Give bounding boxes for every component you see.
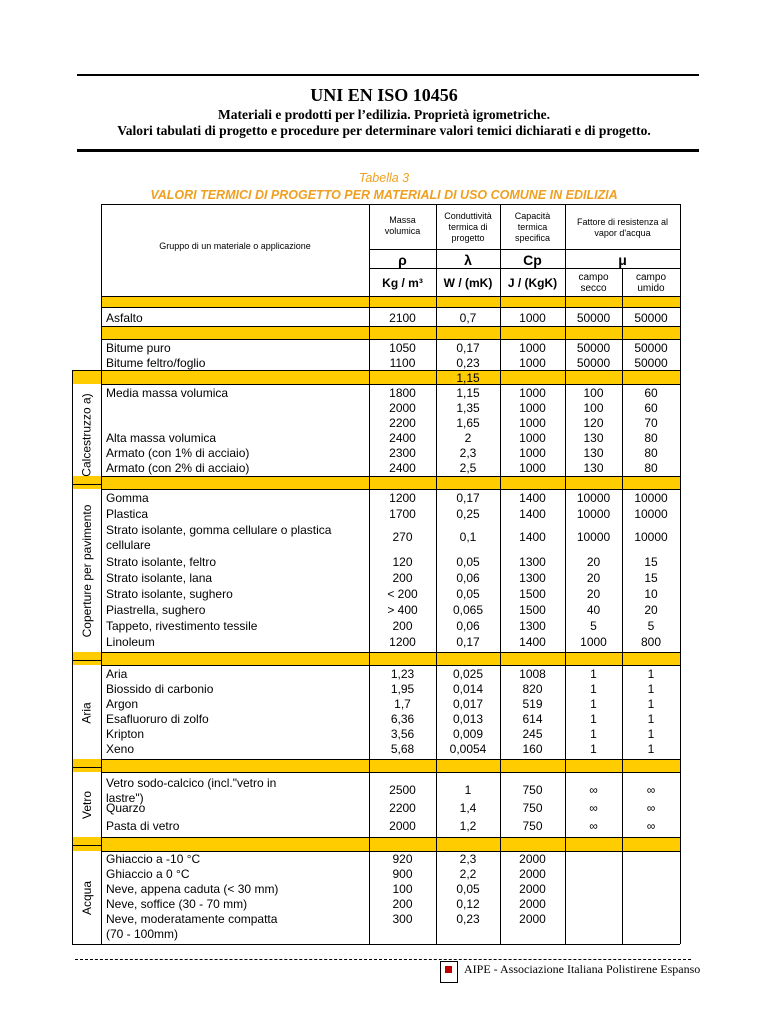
material-name: Strato isolante, sughero: [106, 587, 233, 601]
material-name: Kripton: [106, 727, 145, 741]
value-capacity: 1000: [519, 446, 546, 460]
table-bottom-border: [72, 944, 680, 945]
value-capacity: 160: [522, 742, 543, 756]
value-capacity: 1000: [519, 416, 546, 430]
value-mu-dry: 130: [583, 446, 604, 460]
document-subtitle-2: Valori tabulati di progetto e procedure per determinare valori temici dichiarati e di progetto.: [117, 123, 651, 139]
value-mu-dry: 100: [583, 386, 604, 400]
sym-density: ρ: [398, 252, 407, 268]
separator-band: [101, 326, 680, 339]
value-density: 2000: [389, 401, 416, 415]
value-conductivity: 0,0054: [449, 742, 487, 756]
value-capacity: 1000: [519, 311, 546, 325]
header-divider: [369, 268, 680, 269]
value-mu-dry: 40: [586, 603, 601, 617]
column-divider: [680, 204, 681, 944]
material-name: Armato (con 1% di acciaio): [106, 446, 250, 460]
material-name: Armato (con 2% di acciaio): [106, 461, 250, 475]
material-name: Strato isolante, lana: [106, 571, 213, 585]
group-label: Calcestruzzo a): [79, 392, 94, 477]
value-mu-wet: 1: [647, 682, 655, 696]
value-mu-wet: 10: [644, 587, 658, 601]
group-divider: [72, 845, 101, 846]
value-mu-wet: 80: [644, 461, 658, 475]
band-border: [101, 384, 680, 385]
value-mu-dry: 1000: [580, 635, 607, 649]
col-header-resistance: Fattore di resistenza al vapor d'acqua: [576, 217, 669, 238]
group-top-border: [72, 370, 101, 371]
material-name: Strato isolante, gomma cellulare o plastica: [106, 523, 332, 537]
material-name: Media massa volumica: [106, 386, 229, 400]
value-conductivity: 0,009: [452, 727, 484, 741]
value-capacity: 2000: [519, 852, 546, 866]
value-density: 2400: [389, 461, 416, 475]
material-name: Esafluoruro di zolfo: [106, 712, 209, 726]
value-conductivity: 0,017: [452, 697, 484, 711]
value-conductivity: 2,3: [459, 852, 477, 866]
value-conductivity: 0,17: [456, 491, 480, 505]
value-conductivity: 0,1: [459, 530, 477, 544]
value-mu-wet: 50000: [634, 356, 668, 370]
material-name: Strato isolante, feltro: [106, 555, 217, 569]
value-mu-dry: 5: [590, 619, 597, 633]
column-divider: [101, 204, 102, 944]
separator-band: [101, 837, 680, 851]
value-conductivity: 2: [464, 431, 472, 445]
value-mu-wet: ∞: [646, 801, 656, 815]
value-conductivity: 0,05: [456, 882, 480, 896]
value-mu-dry: 120: [583, 416, 604, 430]
value-conductivity: 0,17: [456, 341, 480, 355]
value-mu-dry: 10000: [576, 530, 611, 544]
value-mu-wet: 50000: [634, 341, 668, 355]
document-title: UNI EN ISO 10456: [310, 85, 458, 105]
band-border: [101, 652, 680, 653]
material-name: cellulare: [106, 538, 151, 552]
material-name: Ghiaccio a 0 °C: [106, 867, 190, 881]
value-conductivity: 0,065: [452, 603, 484, 617]
value-density: 1800: [389, 386, 416, 400]
value-mu-wet: 80: [644, 431, 658, 445]
band-border: [101, 665, 680, 666]
material-name: Bitume feltro/foglio: [106, 356, 206, 370]
table-top-border: [101, 204, 680, 205]
col-header-conductivity: Conduttività termica di progetto: [444, 211, 492, 243]
separator-band: [72, 837, 101, 851]
band-border: [101, 296, 680, 297]
separator-band: [72, 370, 101, 384]
band-border: [101, 476, 680, 477]
value-capacity: 750: [522, 783, 543, 797]
material-name: Neve, soffice (30 - 70 mm): [106, 897, 248, 911]
material-name: Tappeto, rivestimento tessile: [106, 619, 258, 633]
value-mu-dry: 130: [583, 431, 604, 445]
value-mu-wet: 20: [644, 603, 658, 617]
group-label: Coperture per pavimento: [79, 504, 94, 638]
value-density: 1,95: [390, 682, 415, 696]
separator-band: [72, 759, 101, 772]
value-density: 1,7: [394, 697, 411, 711]
material-name: Aria: [106, 667, 128, 681]
value-conductivity: 0,05: [456, 587, 480, 601]
value-capacity: 820: [522, 682, 543, 696]
value-capacity: 1000: [519, 461, 546, 475]
value-capacity: 2000: [519, 882, 546, 896]
value-density: 200: [392, 619, 413, 633]
value-mu-dry: 1: [590, 697, 597, 711]
value-mu-dry: 20: [586, 571, 601, 585]
value-conductivity: 0,05: [456, 555, 480, 569]
col-header-group: Gruppo di un materiale o applicazione: [159, 241, 311, 251]
value-capacity: 614: [522, 712, 543, 726]
value-density: 2500: [389, 783, 416, 797]
group-label: Aria: [79, 701, 94, 724]
value-density: 3,56: [390, 727, 415, 741]
table-number: Tabella 3: [358, 171, 410, 185]
value-conductivity: 1,15: [456, 386, 480, 400]
material-name: Piastrella, sughero: [106, 603, 206, 617]
value-mu-dry: ∞: [589, 801, 598, 815]
value-mu-wet: ∞: [646, 783, 656, 797]
value-mu-dry: 10000: [576, 491, 611, 505]
unit-density: Kg / m³: [382, 276, 423, 290]
group-divider: [72, 767, 101, 768]
group-label: Acqua: [79, 880, 94, 916]
value-mu-wet: 10000: [634, 507, 668, 521]
value-conductivity: 0,7: [459, 311, 477, 325]
value-density: 2100: [389, 311, 416, 325]
value-density: 2400: [389, 431, 416, 445]
value-conductivity: 1,65: [456, 416, 480, 430]
band-border: [101, 326, 680, 327]
value-conductivity: 0,013: [452, 712, 484, 726]
value-mu-wet: 5: [647, 619, 655, 633]
material-name: Ghiaccio a -10 °C: [106, 852, 201, 866]
value-density: 1,23: [390, 667, 415, 681]
value-conductivity: 0,06: [456, 619, 480, 633]
value-capacity: 1400: [519, 635, 546, 649]
value-capacity: 1300: [519, 619, 546, 633]
value-mu-dry: 50000: [576, 341, 611, 355]
value-mu-wet: ∞: [646, 819, 656, 833]
separator-band: [101, 759, 680, 772]
separator-band: [72, 652, 101, 665]
value-density: 1100: [389, 356, 416, 370]
value-mu-wet: 10000: [634, 530, 668, 544]
value-conductivity: 0,12: [456, 897, 480, 911]
value-mu-wet: 800: [640, 635, 662, 649]
material-name: Pasta di vetro: [106, 819, 180, 833]
value-mu-wet: 50000: [634, 311, 668, 325]
value-conductivity: 2,3: [459, 446, 477, 460]
material-name: Bitume puro: [106, 341, 171, 355]
material-name: lastre"): [106, 791, 144, 805]
value-mu-dry: ∞: [589, 783, 598, 797]
material-name: Neve, moderatamente compatta: [106, 912, 278, 926]
table-title: VALORI TERMICI DI PROGETTO PER MATERIALI DI USO COMUNE IN EDILIZIA: [150, 188, 618, 202]
unit-wet: campo umido: [635, 272, 666, 294]
separator-band: [101, 652, 680, 665]
material-name: Xeno: [106, 742, 135, 756]
value-mu-dry: 20: [586, 587, 601, 601]
sym-resistance: μ: [618, 252, 627, 268]
value-density: 920: [392, 852, 413, 866]
value-capacity: 1500: [519, 587, 546, 601]
value-density: 270: [392, 530, 413, 544]
value-density: < 200: [387, 587, 418, 601]
value-mu-dry: 1: [590, 712, 597, 726]
value-capacity: 1000: [519, 386, 546, 400]
value-density: 200: [392, 897, 413, 911]
value-mu-dry: 1: [590, 682, 597, 696]
sym-capacity: Cp: [523, 252, 542, 268]
value-mu-wet: 1: [647, 712, 655, 726]
value-mu-wet: 1: [647, 697, 655, 711]
value-conductivity: 1,2: [459, 819, 477, 833]
value-capacity: 1500: [519, 603, 546, 617]
value-density: 2200: [389, 416, 416, 430]
value-mu-wet: 1: [647, 742, 655, 756]
sym-conductivity: λ: [464, 252, 472, 268]
header-divider: [369, 249, 680, 250]
value-conductivity: 0,014: [452, 682, 484, 696]
value-mu-dry: 1: [590, 727, 597, 741]
value-conductivity: 0,17: [456, 635, 480, 649]
value-capacity: 1300: [519, 555, 546, 569]
value-mu-dry: 20: [586, 555, 601, 569]
material-name: Asfalto: [106, 311, 143, 325]
band-border: [101, 339, 680, 340]
value-conductivity: 2,2: [459, 867, 477, 881]
value-capacity: 1400: [519, 491, 546, 505]
unit-dry: campo secco: [578, 272, 609, 294]
value-conductivity: 0,23: [456, 356, 480, 370]
separator-band: [101, 370, 680, 384]
value-density: 200: [392, 571, 413, 585]
value-conductivity: 0,06: [456, 571, 480, 585]
value-mu-wet: 70: [644, 416, 658, 430]
col-header-density: Massa volumica: [384, 215, 421, 236]
material-name: Linoleum: [106, 635, 155, 649]
value-capacity: 2000: [519, 897, 546, 911]
unit-capacity: J / (KgK): [507, 276, 558, 290]
value-mu-wet: 1: [647, 727, 655, 741]
value-capacity: 1000: [519, 401, 546, 415]
value-density: 2300: [389, 446, 416, 460]
value-conductivity: 0,23: [456, 912, 480, 926]
value-capacity: 1000: [519, 341, 546, 355]
material-name: Quarzo: [106, 801, 146, 815]
value-capacity: 1000: [519, 431, 546, 445]
value-density: 2000: [389, 819, 416, 833]
value-capacity: 750: [522, 819, 543, 833]
value-density: 1050: [389, 341, 416, 355]
band-border: [101, 307, 680, 308]
value-density: 6,36: [390, 712, 415, 726]
material-name: Vetro sodo-calcico (incl."vetro in: [106, 776, 277, 790]
logo-mark: [445, 966, 452, 973]
value-capacity: 1008: [519, 667, 546, 681]
value-density: > 400: [387, 603, 418, 617]
material-name: Gomma: [106, 491, 149, 505]
value-mu-dry: ∞: [589, 819, 598, 833]
document-subtitle-1: Materiali e prodotti per l’edilizia. Proprietà igrometriche.: [218, 106, 550, 122]
value-conductivity: 1,15: [456, 371, 480, 385]
value-mu-wet: 10000: [634, 491, 668, 505]
value-mu-dry: 50000: [576, 356, 611, 370]
value-capacity: 1000: [519, 356, 546, 370]
value-density: 1200: [389, 635, 416, 649]
value-conductivity: 1: [464, 783, 472, 797]
separator-band: [101, 476, 680, 489]
value-density: 100: [392, 882, 413, 896]
material-name: Neve, appena caduta (< 30 mm): [106, 882, 279, 896]
value-mu-wet: 60: [644, 401, 658, 415]
material-name: (70 - 100mm): [106, 927, 179, 941]
value-capacity: 750: [522, 801, 543, 815]
material-name: Argon: [106, 697, 139, 711]
value-density: 5,68: [390, 742, 415, 756]
value-density: 1700: [389, 507, 416, 521]
col-header-capacity: Capacità termica specifica: [514, 211, 551, 243]
value-mu-dry: 10000: [576, 507, 611, 521]
value-mu-wet: 80: [644, 446, 658, 460]
value-density: 900: [392, 867, 413, 881]
band-border: [101, 489, 680, 490]
unit-conductivity: W / (mK): [443, 276, 493, 290]
value-conductivity: 0,25: [456, 507, 480, 521]
value-mu-wet: 15: [644, 571, 658, 585]
footer-dashed-rule: [75, 959, 691, 960]
value-mu-wet: 15: [644, 555, 658, 569]
value-density: 300: [392, 912, 413, 926]
value-capacity: 2000: [519, 867, 546, 881]
band-border: [101, 837, 680, 838]
top-rule: [77, 74, 699, 76]
material-name: Alta massa volumica: [106, 431, 217, 445]
separator-band: [101, 296, 680, 307]
value-mu-dry: 130: [583, 461, 604, 475]
left-outer-border: [72, 370, 73, 944]
value-mu-dry: 1: [590, 742, 597, 756]
footer-text: AIPE - Associazione Italiana Polistirene Espanso: [464, 962, 701, 976]
material-name: Biossido di carbonio: [106, 682, 214, 696]
value-capacity: 519: [522, 697, 543, 711]
value-capacity: 1400: [519, 507, 546, 521]
value-conductivity: 1,4: [459, 801, 477, 815]
document-header: [40, 84, 728, 140]
group-label: Vetro: [79, 790, 94, 820]
value-mu-dry: 1: [590, 667, 597, 681]
value-capacity: 1300: [519, 571, 546, 585]
value-capacity: 2000: [519, 912, 546, 926]
value-conductivity: 2,5: [459, 461, 477, 475]
value-conductivity: 0,025: [452, 667, 484, 681]
value-capacity: 1400: [519, 530, 546, 544]
group-divider: [72, 660, 101, 661]
value-density: 2200: [389, 801, 416, 815]
value-capacity: 245: [522, 727, 543, 741]
material-name: Plastica: [106, 507, 149, 521]
value-conductivity: 1,35: [456, 401, 480, 415]
value-mu-dry: 100: [583, 401, 604, 415]
value-density: 120: [392, 555, 413, 569]
band-border: [101, 772, 680, 773]
value-mu-wet: 60: [644, 386, 658, 400]
value-mu-dry: 50000: [576, 311, 611, 325]
band-border: [101, 759, 680, 760]
value-density: 1200: [389, 491, 416, 505]
header-bottom-rule: [77, 149, 699, 152]
value-mu-wet: 1: [647, 667, 655, 681]
